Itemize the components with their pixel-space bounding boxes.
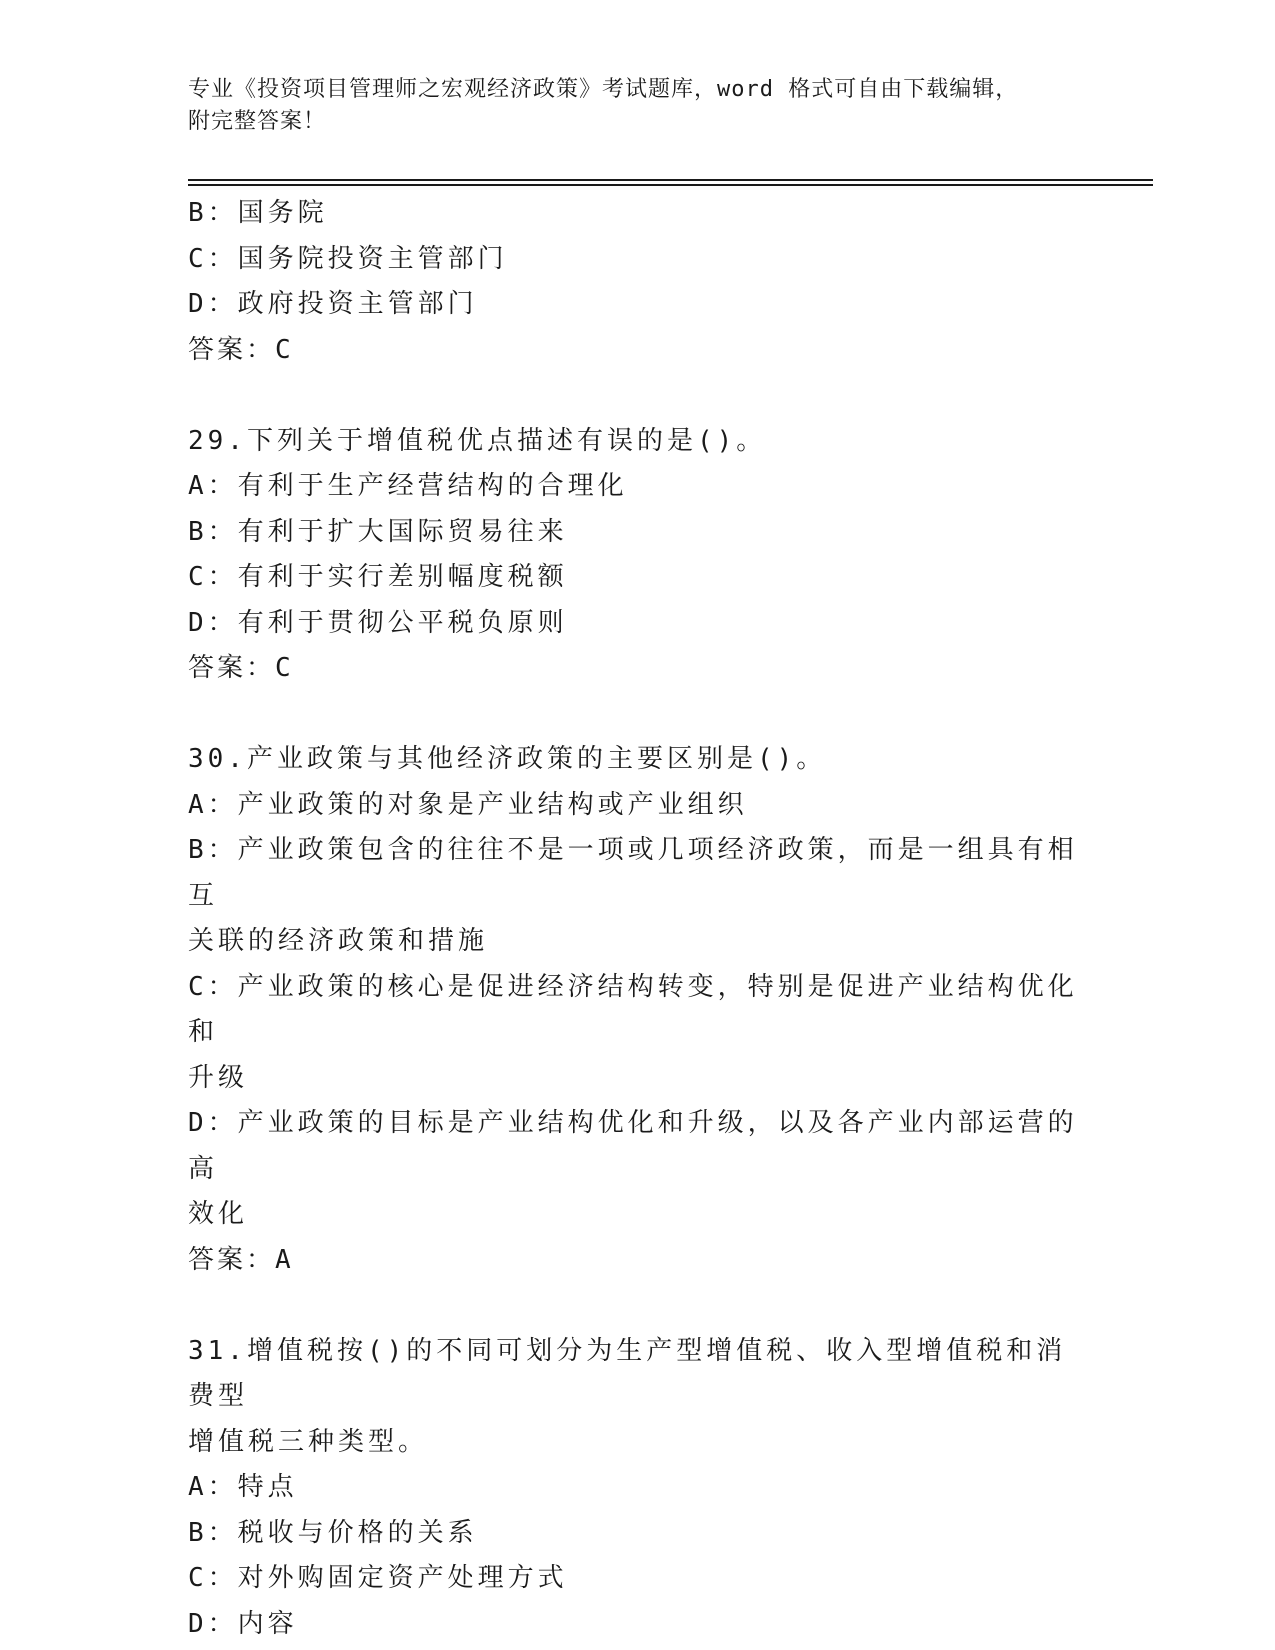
option-b: B：产业政策包含的往往不是一项或几项经济政策，而是一组具有相互 [188, 835, 1078, 911]
answer-value: A [275, 1244, 291, 1275]
option-d: D：内容 [188, 1608, 298, 1639]
option-a: A：有利于生产经营结构的合理化 [188, 471, 628, 501]
spacer [188, 1283, 1078, 1329]
option-d: D：有利于贯彻公平税负原则 [188, 607, 568, 638]
option-c: C：有利于实行差别幅度税额 [188, 562, 568, 592]
answer-label: 答案： [188, 334, 276, 365]
option-text: 政府投资主管部门 [237, 289, 478, 319]
question-31 [188, 1329, 1078, 1648]
option-b: B：税收与价格的关系 [188, 1517, 478, 1548]
option-d: D：产业政策的目标是产业结构优化和升级，以及各产业内部运营的高 [188, 1108, 1078, 1184]
option-text: 国务院投资主管部门 [237, 243, 508, 274]
option-c [188, 237, 1078, 283]
option-c-continuation: 升级 [188, 1062, 249, 1093]
question-stem-continuation: 增值税三种类型。 [188, 1426, 429, 1457]
answer-label: 答案： [188, 1244, 276, 1275]
option-key: D： [188, 289, 238, 319]
question-28-partial [188, 191, 1078, 373]
option-text: 国务院 [237, 198, 328, 228]
spacer [188, 692, 1078, 738]
question-list [188, 191, 1078, 1647]
option-c: C：对外购固定资产处理方式 [188, 1563, 568, 1593]
spacer [188, 373, 1078, 419]
header-line-1: 专业《投资项目管理师之宏观经济政策》考试题库，word 格式可自由下载编辑， [188, 77, 1019, 102]
question-stem: 29.下列关于增值税优点描述有误的是()。 [188, 425, 767, 456]
option-b [188, 191, 1078, 237]
option-b-continuation: 关联的经济政策和措施 [188, 926, 489, 956]
header-divider-top [188, 179, 1153, 181]
answer-line [188, 328, 1078, 374]
answer-line [188, 1238, 1078, 1284]
question-29 [188, 419, 1078, 692]
option-key: C： [188, 243, 238, 274]
answer-value: C [275, 653, 291, 683]
answer-value: C [275, 334, 291, 365]
option-a: A：产业政策的对象是产业结构或产业组织 [188, 789, 748, 820]
option-c: C：产业政策的核心是促进经济结构转变，特别是促进产业结构优化和 [188, 971, 1078, 1047]
option-d [188, 282, 1078, 328]
option-b: B：有利于扩大国际贸易往来 [188, 516, 568, 547]
header-line-2: 附完整答案！ [188, 109, 327, 134]
answer-label: 答案： [188, 653, 276, 683]
question-30 [188, 737, 1078, 1283]
option-key: B： [188, 198, 238, 228]
question-stem: 31.增值税按()的不同可划分为生产型增值税、收入型增值税和消费型 [188, 1335, 1067, 1411]
header-divider-bottom [188, 184, 1153, 186]
document-header [188, 74, 1088, 138]
option-d-continuation: 效化 [188, 1199, 249, 1229]
answer-line [188, 646, 1078, 692]
option-a: A：特点 [188, 1472, 298, 1502]
question-stem: 30.产业政策与其他经济政策的主要区别是()。 [188, 744, 827, 774]
